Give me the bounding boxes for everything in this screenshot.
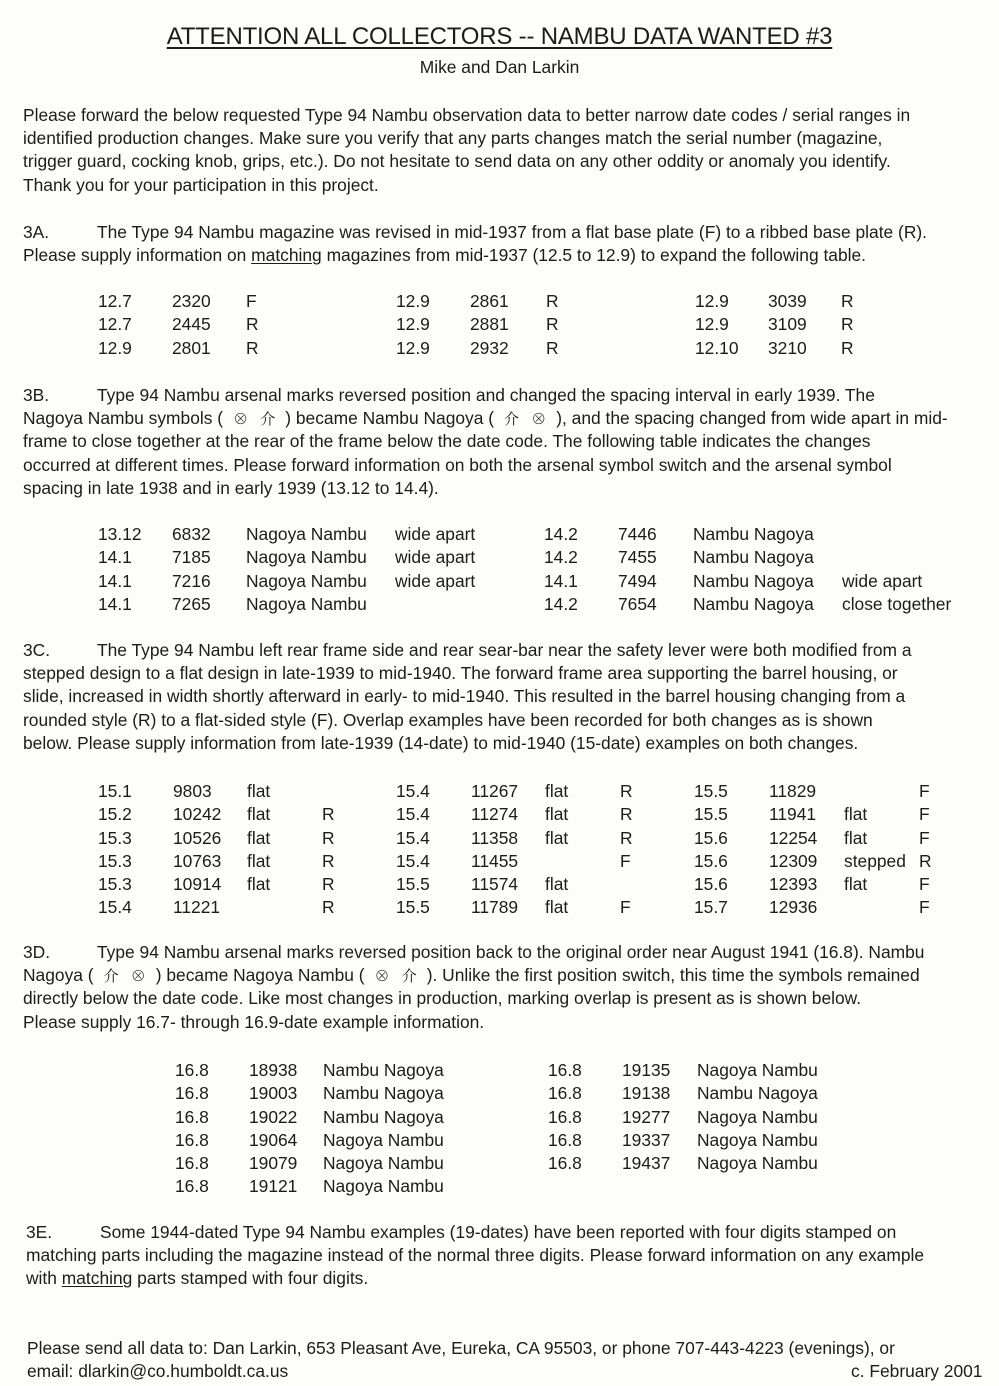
table-cell: R [546, 291, 559, 311]
table-row [175, 1152, 473, 1175]
table-cell: R [546, 314, 559, 335]
table-cell: 13.12 [98, 524, 142, 544]
section-label: 3C. [23, 640, 51, 660]
underlined-word: matching [251, 245, 322, 266]
table-row [98, 896, 939, 919]
table-cell: 19337 [622, 1129, 671, 1150]
section-label: 3D. [23, 942, 51, 962]
table-cell: R [322, 874, 335, 895]
section-text: below. Please supply information from late-1939 (14-date) to mid-1940 (15-date) examples on both changes. [23, 732, 859, 753]
table-row [548, 1106, 847, 1129]
table-cell: 15.3 [98, 827, 132, 848]
table-cell: R [919, 850, 932, 871]
table-cell: 12.9 [695, 314, 729, 335]
table-row [98, 546, 968, 569]
table-3c [98, 780, 939, 920]
section-text: slide, increased in width shortly afterward in early- to mid-1940. This resulted in the barrel housing changing from a [23, 686, 906, 707]
table-cell: 2881 [470, 314, 509, 335]
section-text: rounded style (R) to a flat-sided style (F). Overlap examples have been recorded for both changes as is shown [23, 709, 873, 730]
table-cell: Nagoya Nambu [246, 524, 367, 544]
table-cell: 11274 [471, 804, 519, 825]
section-text: magazines from mid-1937 (12.5 to 12.9) to expand the following table. [321, 245, 866, 266]
table-row [548, 1129, 847, 1152]
table-cell: 3109 [768, 314, 807, 335]
table-cell: 19064 [249, 1129, 298, 1150]
table-cell: 14.2 [544, 593, 578, 614]
table-cell: R [620, 804, 633, 825]
table-row [98, 593, 968, 616]
table-row [98, 337, 861, 360]
table-cell: flat [545, 874, 569, 895]
table-cell: flat [247, 874, 271, 895]
table-cell [247, 896, 322, 919]
section-text: ) became Nagoya Nambu ( [155, 965, 365, 986]
table-cell: 2861 [470, 291, 509, 311]
table-row [98, 803, 939, 826]
table-cell [395, 593, 544, 616]
table-cell: 16.8 [175, 1129, 209, 1150]
table-cell: 19135 [622, 1060, 671, 1080]
section-label: 3A. [23, 222, 50, 242]
section-text: ). Unlike the first position switch, this time the symbols remained [426, 965, 920, 986]
table-row [98, 850, 939, 873]
table-cell: flat [545, 781, 569, 801]
table-row [548, 1152, 847, 1175]
table-cell: 7455 [618, 547, 657, 568]
table-cell: 12393 [769, 874, 818, 895]
table-cell: 7265 [172, 593, 211, 614]
section-text: matching parts including the magazine instead of the normal three digits. Please forward information on any example [26, 1245, 925, 1266]
table-cell: 15.6 [694, 850, 728, 871]
table-cell: 6832 [172, 524, 211, 544]
table-cell: 10914 [173, 874, 222, 895]
table-cell: F [919, 781, 930, 801]
table-3a [98, 290, 861, 360]
table-cell: 12936 [769, 897, 818, 918]
table-cell: 15.1 [98, 781, 132, 801]
table-cell: 16.8 [548, 1153, 582, 1174]
table-cell: 15.4 [98, 897, 132, 918]
table-cell: 11789 [471, 897, 519, 918]
table-cell: F [919, 804, 930, 825]
table-cell: R [546, 337, 559, 358]
table-cell [545, 850, 620, 873]
table-cell: 7446 [618, 524, 657, 544]
table-cell: flat [247, 850, 271, 871]
section-text: spacing in late 1938 and in early 1939 (13.12 to 14.4). [23, 477, 439, 498]
table-cell: 12.9 [98, 337, 132, 358]
table-cell: 12.9 [396, 291, 430, 311]
section-text: Nagoya ( [23, 965, 94, 986]
table-cell: 18938 [249, 1060, 298, 1080]
table-cell: R [841, 291, 854, 311]
section-text: ) became Nambu Nagoya ( [285, 408, 495, 429]
table-cell [844, 780, 919, 803]
table-cell: 14.1 [98, 570, 132, 591]
table-cell: 11221 [173, 897, 221, 918]
table-cell: 3210 [768, 337, 807, 358]
table-cell: 14.1 [98, 593, 132, 614]
section-text: directly below the date code. Like most changes in production, marking overlap is present as is shown below. [23, 988, 862, 1009]
section-text: The Type 94 Nambu magazine was revised in mid-1937 from a flat base plate (F) to a ribbed base plate (R). [97, 222, 928, 242]
section-text: Some 1944-dated Type 94 Nambu examples (19-dates) have been reported with four digits stamped on [100, 1222, 897, 1242]
table-cell: 11829 [769, 781, 817, 801]
table-3d-left [175, 1059, 473, 1199]
table-cell: 12.9 [396, 314, 430, 335]
nambu-nagoya-symbols-icon: 介 ⊗ [103, 968, 150, 986]
table-cell: F [620, 897, 631, 918]
table-cell: Nambu Nagoya [697, 1083, 818, 1104]
table-cell: Nambu Nagoya [693, 593, 814, 614]
table-row [98, 780, 939, 803]
table-row [175, 1106, 473, 1129]
table-cell: 15.3 [98, 874, 132, 895]
table-cell: 10763 [173, 850, 222, 871]
table-cell: 15.7 [694, 897, 728, 918]
table-cell: wide apart [842, 570, 923, 591]
table-cell: 16.8 [548, 1106, 582, 1127]
table-row [98, 570, 968, 593]
table-row [548, 1082, 847, 1105]
table-cell: 15.2 [98, 804, 132, 825]
table-cell: wide apart [395, 524, 476, 544]
table-cell: R [620, 781, 633, 801]
table-cell: 12.7 [98, 314, 132, 335]
section-text: Nagoya Nambu symbols ( [23, 408, 224, 429]
footer-email: email: dlarkin@co.humboldt.ca.us [27, 1361, 289, 1382]
table-cell: F [919, 874, 930, 895]
table-cell: Nagoya Nambu [323, 1129, 444, 1150]
table-cell [842, 523, 968, 546]
section-text: frame to close together at the rear of the frame below the date code. The following table indicates the changes [23, 431, 871, 452]
table-cell: R [322, 850, 335, 871]
section-label: 3E. [26, 1222, 53, 1242]
table-cell: Nambu Nagoya [323, 1083, 444, 1104]
nagoya-nambu-symbols-icon: ⊗ 介 [374, 968, 421, 986]
table-cell: 14.1 [98, 547, 132, 568]
section-label: 3B. [23, 385, 50, 405]
table-cell: 10526 [173, 827, 222, 848]
table-cell: 15.5 [396, 897, 430, 918]
table-cell: Nagoya Nambu [323, 1153, 444, 1174]
table-cell: 7216 [172, 570, 211, 591]
table-cell: Nagoya Nambu [697, 1060, 818, 1080]
table-cell: 19079 [249, 1153, 298, 1174]
table-cell: 7654 [618, 593, 657, 614]
table-cell: 15.6 [694, 827, 728, 848]
table-row [98, 873, 939, 896]
section-text: ), and the spacing changed from wide apart in mid- [556, 408, 948, 429]
table-cell: Nambu Nagoya [693, 524, 814, 544]
table-cell: 11455 [471, 850, 519, 871]
table-cell: F [620, 850, 631, 871]
table-cell: Nambu Nagoya [693, 570, 814, 591]
table-cell: 10242 [173, 804, 222, 825]
table-cell: 11574 [471, 874, 519, 895]
table-cell: 15.6 [694, 874, 728, 895]
table-cell: R [841, 314, 854, 335]
table-cell: close together [842, 593, 952, 614]
nagoya-nambu-symbols-icon: ⊗ 介 [233, 411, 280, 429]
table-cell: 12254 [769, 827, 818, 848]
table-cell: Nagoya Nambu [246, 593, 367, 614]
table-cell: R [246, 314, 259, 335]
table-cell [322, 780, 396, 803]
table-cell: 2801 [172, 337, 211, 358]
table-cell: 16.8 [175, 1176, 209, 1197]
table-row [175, 1129, 473, 1152]
table-cell: Nagoya Nambu [323, 1176, 444, 1197]
authors: Mike and Dan Larkin [419, 57, 580, 77]
table-cell: 11267 [471, 781, 519, 801]
footer-line: Please send all data to: Dan Larkin, 653 Pleasant Ave, Eureka, CA 95503, or phone 707-443-4223 (evenings), or [27, 1338, 895, 1358]
section-text: Please supply information on [23, 245, 252, 266]
intro-line: identified production changes. Make sure you verify that any parts changes match the serial number (magazine, [23, 128, 883, 149]
table-cell: 2932 [470, 337, 509, 358]
table-cell: R [322, 804, 335, 825]
table-cell: 11358 [471, 827, 519, 848]
table-cell: 19437 [622, 1153, 671, 1174]
table-cell: flat [247, 804, 271, 825]
intro-line: Please forward the below requested Type 94 Nambu observation data to better narrow date codes / serial ranges in [23, 105, 911, 125]
section-3b [23, 384, 983, 500]
table-cell: 16.8 [175, 1083, 209, 1104]
table-cell: Nambu Nagoya [323, 1060, 444, 1080]
table-cell: 15.4 [396, 804, 430, 825]
table-cell [842, 546, 968, 569]
section-text: occurred at different times. Please forward information on both the arsenal symbol switch and the arsenal symbol [23, 454, 892, 475]
table-cell: 19277 [622, 1106, 671, 1127]
table-cell: 19138 [622, 1083, 671, 1104]
table-cell: 15.5 [396, 874, 430, 895]
section-3d [23, 941, 983, 1034]
table-cell: 15.4 [396, 827, 430, 848]
table-cell: 14.1 [544, 570, 578, 591]
table-cell: 19022 [249, 1106, 298, 1127]
section-text: stepped design to a flat design in late-1939 to mid-1940. The forward frame area supporting the barrel housing, or [23, 663, 898, 684]
table-cell: 16.8 [548, 1083, 582, 1104]
section-3a [23, 221, 983, 267]
table-cell: F [919, 897, 930, 918]
table-row [175, 1059, 473, 1082]
table-cell: 16.8 [175, 1060, 209, 1080]
table-row [175, 1082, 473, 1105]
table-cell: R [841, 337, 854, 358]
table-cell: 16.8 [175, 1106, 209, 1127]
table-row [98, 313, 861, 336]
table-cell: R [620, 827, 633, 848]
table-3d-right [548, 1059, 847, 1175]
table-cell: 12.7 [98, 291, 132, 311]
section-text: parts stamped with four digits. [132, 1268, 369, 1289]
table-cell: 12.9 [695, 291, 729, 311]
table-cell: Nagoya Nambu [246, 570, 367, 591]
table-row [175, 1175, 473, 1198]
table-cell: Nagoya Nambu [246, 547, 367, 568]
table-cell: flat [844, 804, 868, 825]
table-row [548, 1059, 847, 1082]
table-cell: 16.8 [175, 1153, 209, 1174]
table-cell: 14.2 [544, 524, 578, 544]
table-cell: 19121 [249, 1176, 298, 1197]
table-cell: wide apart [395, 570, 476, 591]
table-cell: R [322, 897, 335, 918]
table-cell: 19003 [249, 1083, 298, 1104]
table-cell: Nagoya Nambu [697, 1106, 818, 1127]
table-cell: 12.9 [396, 337, 430, 358]
section-text: The Type 94 Nambu left rear frame side and rear sear-bar near the safety lever were both modified from a [97, 640, 912, 660]
table-cell: flat [844, 827, 868, 848]
section-text: with [26, 1268, 62, 1289]
table-row [98, 290, 861, 313]
table-cell: 3039 [768, 291, 807, 311]
table-cell: 16.8 [548, 1129, 582, 1150]
table-cell: 15.4 [396, 781, 430, 801]
table-cell: 7185 [172, 547, 211, 568]
table-row [98, 523, 968, 546]
table-cell: Nagoya Nambu [697, 1153, 818, 1174]
table-cell [620, 873, 694, 896]
nambu-nagoya-symbols-icon: 介 ⊗ [504, 411, 551, 429]
table-cell: 11941 [769, 804, 817, 825]
table-cell: flat [545, 804, 569, 825]
table-cell: stepped [844, 850, 906, 871]
table-cell: 15.4 [396, 850, 430, 871]
section-3e [26, 1221, 986, 1291]
table-cell: flat [844, 874, 868, 895]
table-cell: 15.5 [694, 781, 728, 801]
table-cell: 12309 [769, 850, 818, 871]
table-cell: F [919, 827, 930, 848]
table-cell: 14.2 [544, 547, 578, 568]
table-cell: 15.5 [694, 804, 728, 825]
table-cell: R [246, 337, 259, 358]
table-cell: 15.3 [98, 850, 132, 871]
section-text: Type 94 Nambu arsenal marks reversed position back to the original order near August 1941 (16.8). Nambu [97, 942, 925, 962]
table-cell: 16.8 [548, 1060, 582, 1080]
table-3b [98, 523, 968, 616]
table-cell: Nambu Nagoya [323, 1106, 444, 1127]
table-cell: R [322, 827, 335, 848]
table-cell: 12.10 [695, 337, 739, 358]
table-cell: 7494 [618, 570, 657, 591]
table-cell: wide apart [395, 547, 476, 568]
intro-line: Thank you for your participation in this project. [23, 174, 379, 195]
section-text: Type 94 Nambu arsenal marks reversed position and changed the spacing interval in early 1939. The [97, 385, 875, 405]
table-cell [844, 896, 919, 919]
section-text: Please supply 16.7- through 16.9-date example information. [23, 1011, 485, 1032]
page-title: ATTENTION ALL COLLECTORS -- NAMBU DATA WANTED #3 [166, 23, 833, 50]
table-cell: 2445 [172, 314, 211, 335]
table-cell: Nambu Nagoya [693, 547, 814, 568]
footer [27, 1337, 895, 1383]
table-cell: flat [247, 827, 271, 848]
table-cell: F [246, 291, 257, 311]
table-cell: 2320 [172, 291, 211, 311]
intro-paragraph [23, 104, 983, 197]
table-row [98, 827, 939, 850]
table-cell: Nagoya Nambu [697, 1129, 818, 1150]
table-cell: flat [545, 827, 569, 848]
table-cell: 9803 [173, 781, 212, 801]
footer-date: c. February 2001 [851, 1361, 983, 1381]
intro-line: trigger guard, cocking knob, grips, etc.). Do not hesitate to send data on any other oddity or anomaly you identify. [23, 151, 891, 172]
table-cell: flat [545, 897, 569, 918]
underlined-word: matching [61, 1268, 133, 1289]
table-cell: flat [247, 781, 271, 801]
section-3c [23, 639, 983, 755]
